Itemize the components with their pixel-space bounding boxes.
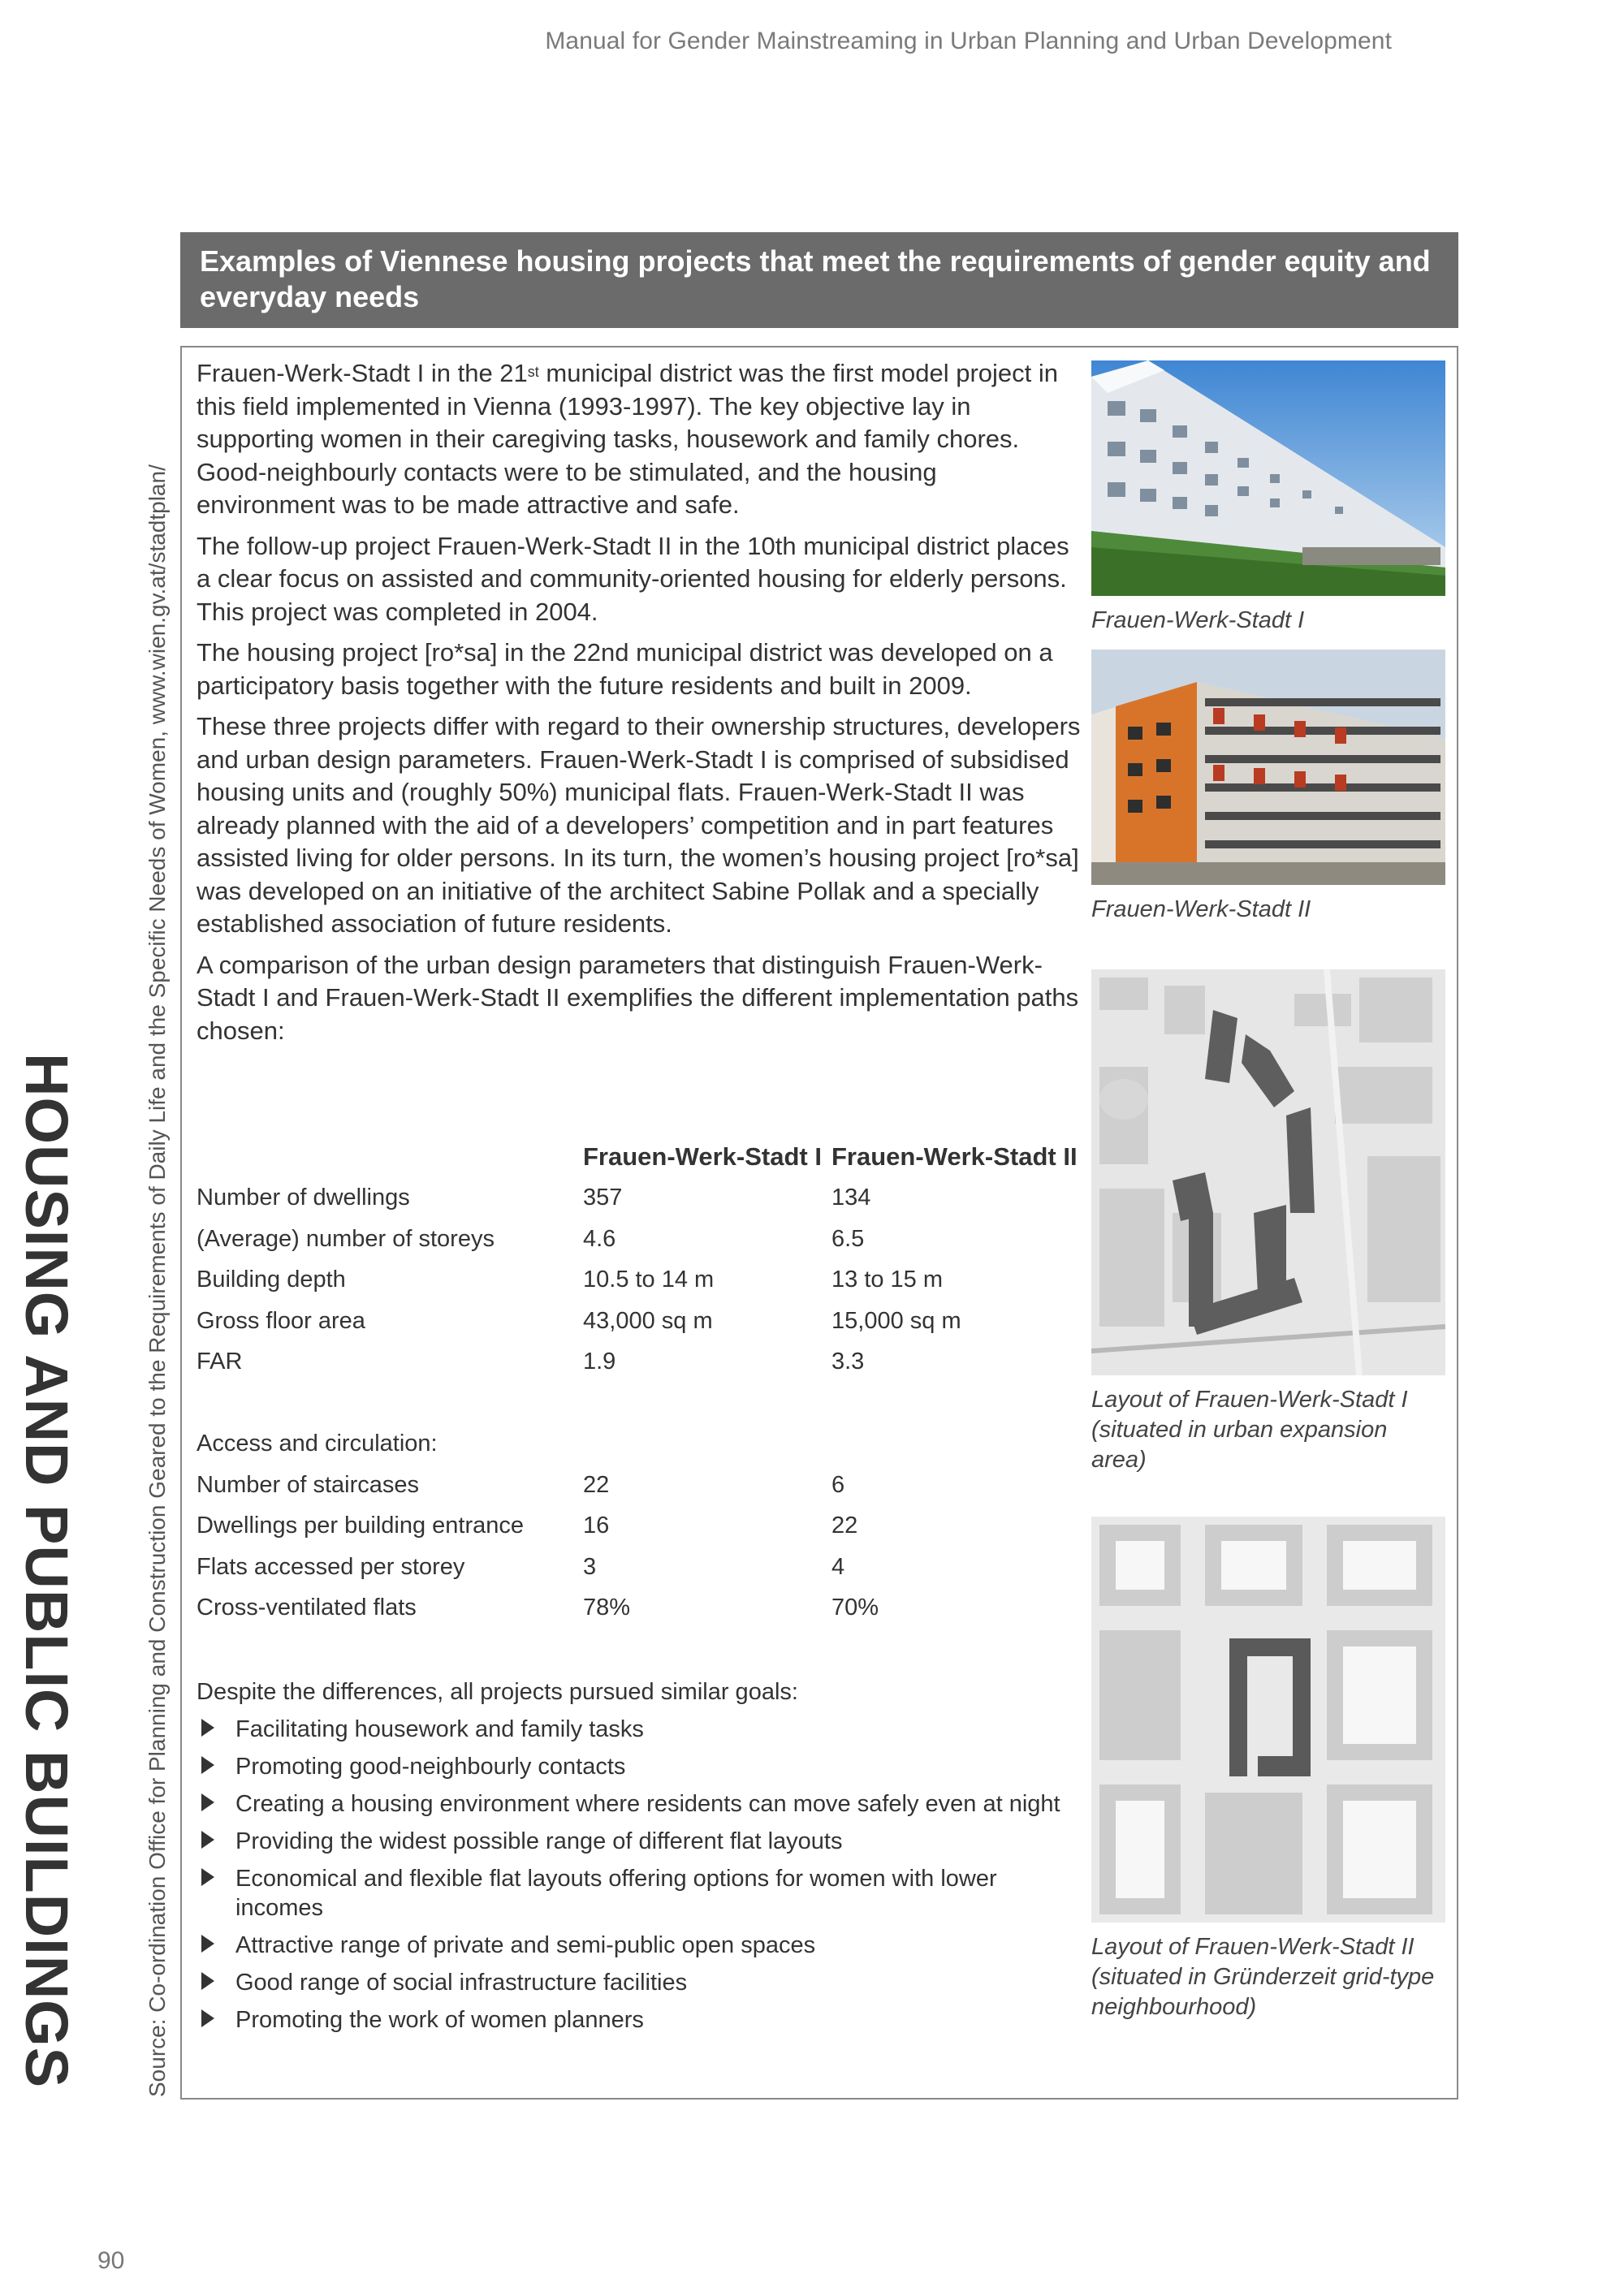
triangle-bullet-icon <box>201 2009 214 2027</box>
triangle-bullet-icon <box>201 1831 214 1849</box>
comparison-table <box>197 1137 1082 1629</box>
fws2-site-plan <box>1091 1517 1445 1923</box>
list-item: Facilitating housework and family tasks <box>197 1715 1082 1744</box>
table-row: Number of staircases 22 6 <box>197 1471 845 1498</box>
figure-caption: Layout of Frauen-Werk-Stadt I (situated in urban expansion area) <box>1091 1387 1408 1473</box>
triangle-bullet-icon <box>201 1972 214 1990</box>
figure-fws2-photo <box>1091 650 1445 925</box>
table-row: Cross-ventilated flats 78% 70% <box>197 1595 879 1621</box>
triangle-bullet-icon <box>201 1719 214 1737</box>
section-banner <box>180 232 1458 328</box>
paragraph-1: Frauen-Werk-Stadt I in the 21st municipal district was the first model project in this field implemented in Vienna (1993-1997). The key objective lay in supporting women in their caregiving tasks, housework and family chores. Good-neighbourly contacts were to be stimulated, and the housing environment was to be made attractive and safe. <box>197 359 1058 519</box>
figure-fws2-layout <box>1091 1517 1445 2022</box>
triangle-bullet-icon <box>201 1793 214 1811</box>
chapter-side-title: HOUSING AND PUBLIC BUILDINGS <box>13 1053 80 2089</box>
table-spacer <box>197 1383 1082 1424</box>
figure-fws1-photo <box>1091 360 1445 636</box>
column-header: Frauen-Werk-Stadt II <box>831 1142 1078 1172</box>
table-row: Gross floor area 43,000 sq m 15,000 sq m <box>197 1307 961 1334</box>
body-text <box>197 357 1082 1055</box>
paragraph-5: A comparison of the urban design parameters that distinguish Frauen-Werk-Stadt I and Frauen-Werk-Stadt II exemplifies the different implementation paths chosen: <box>197 950 1079 1045</box>
page-number: 90 <box>97 2247 125 2274</box>
table-row: (Average) number of storeys 4.6 6.5 <box>197 1225 865 1252</box>
table-section-label: Access and circulation: <box>197 1431 438 1457</box>
table-row: Number of dwellings 357 134 <box>197 1185 871 1211</box>
goals-intro: Despite the differences, all projects pursued similar goals: <box>197 1679 798 1705</box>
list-item: Creating a housing environment where residents can move safely even at night <box>197 1789 1082 1819</box>
fws1-site-plan <box>1091 969 1445 1375</box>
figure-fws1-layout <box>1091 969 1445 1475</box>
fws2-photo <box>1091 650 1445 885</box>
triangle-bullet-icon <box>201 1756 214 1774</box>
list-item: Attractive range of private and semi-public open spaces <box>197 1931 1082 1960</box>
list-item: Promoting the work of women planners <box>197 2005 1082 2035</box>
fws1-photo <box>1091 360 1445 596</box>
source-note: Source: Co-ordination Office for Planning and Construction Geared to the Requirements of Daily Life and the Specific Needs of Women, www.wien.gv.at/stadtplan/ <box>145 464 170 2097</box>
list-item: Promoting good-neighbourly contacts <box>197 1752 1082 1781</box>
list-item: Good range of social infrastructure facilities <box>197 1968 1082 1997</box>
list-item: Providing the widest possible range of different flat layouts <box>197 1827 1082 1856</box>
paragraph-2: The follow-up project Frauen-Werk-Stadt II in the 10th municipal district places a clear focus on assisted and community-oriented housing for elderly persons. This project was completed in 2004. <box>197 531 1069 626</box>
table-header-row <box>197 1137 1082 1178</box>
triangle-bullet-icon <box>201 1868 214 1886</box>
paragraph-4: These three projects differ with regard to their ownership structures, developers and urban design parameters. Frauen-Werk-Stadt I is comprised of subsidised housing units and (roughly 50%) municipal flats. Frauen-Werk-Stadt II was already planned with the aid of a developers’ competition and in part features assisted living for older persons. In its turn, the women’s housing project [ro*sa] was developed on an initiative of the architect Sabine Pollak and a specially established association of future residents. <box>197 712 1081 938</box>
section-title: Examples of Viennese housing projects that meet the requirements of gender equity and everyday needs <box>200 244 1431 313</box>
table-row: Flats accessed per storey 3 4 <box>197 1553 845 1580</box>
table-row: FAR 1.9 3.3 <box>197 1349 865 1375</box>
goals-section <box>197 1677 1082 2043</box>
goals-list <box>197 1715 1082 2035</box>
table-row: Dwellings per building entrance 16 22 <box>197 1513 858 1539</box>
table-row: Building depth 10.5 to 14 m 13 to 15 m <box>197 1267 944 1293</box>
figure-caption: Frauen-Werk-Stadt I <box>1091 607 1305 633</box>
figure-caption: Frauen-Werk-Stadt II <box>1091 896 1311 922</box>
paragraph-3: The housing project [ro*sa] in the 22nd municipal district was developed on a participatory basis together with the future residents and built in 2009. <box>197 638 1053 700</box>
column-header: Frauen-Werk-Stadt I <box>583 1142 822 1172</box>
triangle-bullet-icon <box>201 1935 214 1953</box>
list-item: Economical and flexible flat layouts offering options for women with lower incomes <box>197 1864 1082 1923</box>
running-header: Manual for Gender Mainstreaming in Urban Planning and Urban Development <box>545 28 1392 54</box>
figure-caption: Layout of Frauen-Werk-Stadt II (situated in Gründerzeit grid-type neighbourhood) <box>1091 1934 1435 2020</box>
